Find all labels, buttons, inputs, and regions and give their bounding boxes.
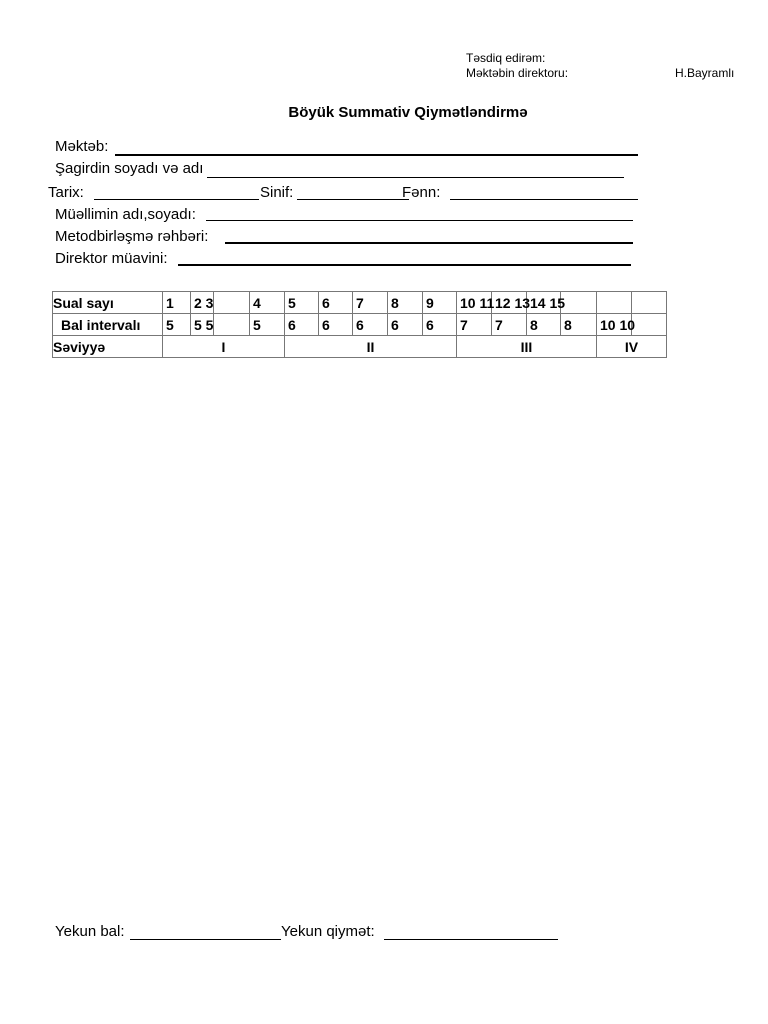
table-cell: [561, 292, 597, 314]
table-cell: 6: [353, 314, 388, 336]
table-cell: 6: [423, 314, 457, 336]
class-label: Sinif:: [260, 184, 294, 201]
table-cell: [632, 292, 667, 314]
director-name: H.Bayramlı: [675, 66, 735, 80]
table-cell: [214, 314, 250, 336]
deputy-director-label: Direktor müavini:: [55, 250, 168, 267]
table-cell: [597, 292, 632, 314]
table-cell: 8: [388, 292, 423, 314]
level-row: [53, 336, 667, 358]
level-cell: III: [457, 336, 597, 358]
table-cell: 9: [423, 292, 457, 314]
page-title: Böyük Summativ Qiymətləndirmə: [288, 104, 528, 121]
subject-label: Fənn:: [402, 184, 441, 201]
class-field[interactable]: [297, 199, 409, 200]
table-row-header: Bal intervalı: [53, 314, 163, 336]
table-cell: [214, 292, 250, 314]
methodology-head-label: Metodbirləşmə rəhbəri:: [55, 228, 209, 245]
deputy-director-field[interactable]: [178, 264, 631, 266]
table-cell: 7: [492, 314, 527, 336]
table-cell: 10 10: [597, 314, 632, 336]
final-score-field[interactable]: [130, 939, 281, 940]
table-cell: 2 3: [191, 292, 214, 314]
date-field[interactable]: [94, 199, 259, 200]
table-cell: 6: [388, 314, 423, 336]
score-interval-row: [53, 314, 667, 336]
table-row-header: Səviyyə: [53, 336, 163, 358]
question-count-row: [53, 292, 667, 314]
final-grade-label: Yekun qiymət:: [281, 923, 375, 940]
final-grade-field[interactable]: [384, 939, 558, 940]
table-cell: 8: [561, 314, 597, 336]
score-table: [52, 291, 667, 358]
table-cell: 6: [285, 314, 319, 336]
student-field[interactable]: [207, 177, 624, 178]
table-cell: 4: [250, 292, 285, 314]
table-cell: 14 15: [527, 292, 561, 314]
table-cell: 5 5: [191, 314, 214, 336]
table-cell: 7: [353, 292, 388, 314]
table-cell: 10 11: [457, 292, 492, 314]
table-cell: 1: [163, 292, 191, 314]
table-cell: 6: [319, 292, 353, 314]
table-cell: 5: [163, 314, 191, 336]
table-cell: 7: [457, 314, 492, 336]
final-score-label: Yekun bal:: [55, 923, 125, 940]
level-cell: IV: [597, 336, 667, 358]
table-cell: 8: [527, 314, 561, 336]
teacher-field[interactable]: [206, 220, 633, 221]
table-row-header: Sual sayı: [53, 292, 163, 314]
school-label: Məktəb:: [55, 138, 109, 155]
table-cell: 5: [250, 314, 285, 336]
subject-field[interactable]: [450, 199, 638, 200]
table-cell: 5: [285, 292, 319, 314]
methodology-head-field[interactable]: [225, 242, 633, 244]
date-label: Tarix:: [48, 184, 84, 201]
director-label: Məktəbin direktoru:: [466, 66, 569, 80]
school-field[interactable]: [115, 154, 638, 156]
level-cell: II: [285, 336, 457, 358]
student-label: Şagirdin soyadı və adı: [55, 160, 204, 177]
teacher-label: Müəllimin adı,soyadı:: [55, 206, 196, 223]
approval-label: Təsdiq edirəm:: [466, 51, 546, 65]
table-cell: [632, 314, 667, 336]
level-cell: I: [163, 336, 285, 358]
table-cell: 12 13: [492, 292, 527, 314]
table-cell: 6: [319, 314, 353, 336]
